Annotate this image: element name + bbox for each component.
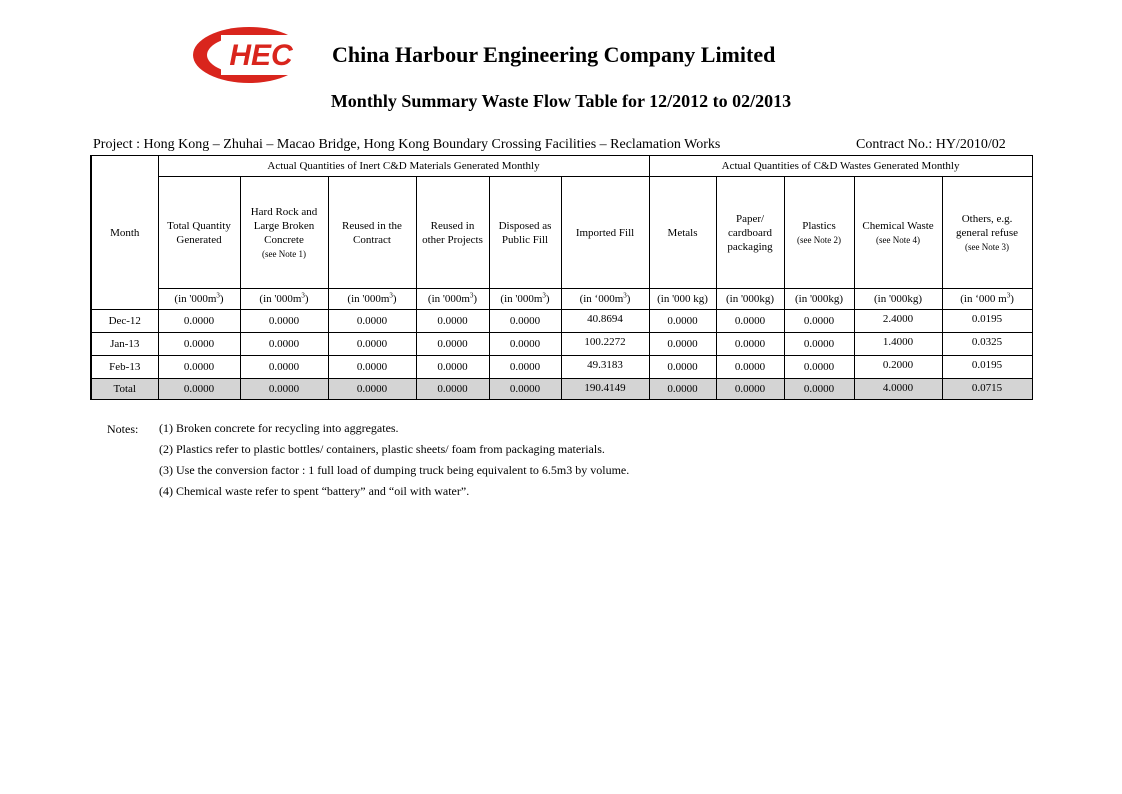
total-value-cell: 4.0000 <box>854 379 942 400</box>
value-cell: 0.0000 <box>158 333 240 356</box>
note-item: (1) Broken concrete for recycling into aggregates. <box>159 421 399 435</box>
report-title: Monthly Summary Waste Flow Table for 12/2012 to 02/2013 <box>330 91 792 111</box>
col-header-plastics: Plastics (see Note 2) <box>784 177 854 289</box>
value-cell: 0.0000 <box>784 310 854 333</box>
value-cell: 0.0000 <box>716 310 784 333</box>
month-cell: Jan-13 <box>91 333 158 356</box>
value-cell: 0.0000 <box>240 356 328 379</box>
value-cell: 0.0195 <box>942 356 1032 379</box>
value-cell: 0.0000 <box>328 356 416 379</box>
total-value-cell: 0.0000 <box>784 379 854 400</box>
value-cell: 0.0000 <box>328 310 416 333</box>
month-header: Month <box>91 156 158 310</box>
col-header-imported-fill: Imported Fill <box>561 177 649 289</box>
unit-cell: (in '000kg) <box>784 289 854 310</box>
unit-cell: (in '$000m^3$) <box>416 289 489 310</box>
col-header-disposed-public-fill: Disposed as Public Fill <box>489 177 561 289</box>
value-cell: 40.8694 <box>561 310 649 333</box>
total-value-cell: 0.0000 <box>649 379 716 400</box>
note-item: (2) Plastics refer to plastic bottles/ containers, plastic sheets/ foam from packaging materials. <box>159 442 605 456</box>
value-cell: 0.0000 <box>716 333 784 356</box>
unit-cell: (in '000kg) <box>854 289 942 310</box>
value-cell: 0.0000 <box>416 333 489 356</box>
table-row <box>91 356 1032 379</box>
col-header-total-quantity: Total Quantity Generated <box>158 177 240 289</box>
inert-group-header: Actual Quantities of Inert C&D Materials Generated Monthly <box>158 156 649 177</box>
col-header-reused-contract: Reused in the Contract <box>328 177 416 289</box>
col-header-others: Others, e.g. general refuse (see Note 3) <box>942 177 1032 289</box>
table-row <box>91 333 1032 356</box>
total-value-cell: 0.0715 <box>942 379 1032 400</box>
total-value-cell: 0.0000 <box>489 379 561 400</box>
value-cell: 0.0000 <box>416 310 489 333</box>
col-header-paper: Paper/ cardboard packaging <box>716 177 784 289</box>
value-cell: 0.0325 <box>942 333 1032 356</box>
logo-text: HEC <box>229 39 293 72</box>
value-cell: 49.3183 <box>561 356 649 379</box>
value-cell: 0.0000 <box>158 310 240 333</box>
col-header-hard-rock: Hard Rock and Large Broken Concrete (see Note 1) <box>240 177 328 289</box>
month-cell: Dec-12 <box>91 310 158 333</box>
note-item: (3) Use the conversion factor : 1 full load of dumping truck being equivalent to 6.5m3 by volume. <box>159 463 630 477</box>
value-cell: 1.4000 <box>854 333 942 356</box>
value-cell: 100.2272 <box>561 333 649 356</box>
company-name: China Harbour Engineering Company Limited <box>332 42 776 67</box>
value-cell: 2.4000 <box>854 310 942 333</box>
project-line: Project : Hong Kong – Zhuhai – Macao Bridge, Hong Kong Boundary Crossing Facilities – Reclamation Works <box>93 137 721 152</box>
value-cell: 0.0000 <box>489 356 561 379</box>
column-header-row <box>91 177 1032 289</box>
unit-cell: (in ‘$000m^3$) <box>561 289 649 310</box>
total-row <box>91 379 1032 400</box>
month-cell: Feb-13 <box>91 356 158 379</box>
value-cell: 0.0000 <box>158 356 240 379</box>
unit-cell: (in '000 kg) <box>649 289 716 310</box>
waste-flow-table <box>90 155 1033 400</box>
table-row <box>91 310 1032 333</box>
value-cell: 0.0000 <box>716 356 784 379</box>
unit-cell: (in '000kg) <box>716 289 784 310</box>
unit-cell: (in '$000m^3$) <box>240 289 328 310</box>
value-cell: 0.0000 <box>240 310 328 333</box>
note-item: (4) Chemical waste refer to spent “battery” and “oil with water”. <box>159 484 470 498</box>
unit-cell: (in '$000m^3$) <box>158 289 240 310</box>
total-label: Total <box>91 379 158 400</box>
units-row <box>91 289 1032 310</box>
notes-label: Notes: <box>107 422 139 436</box>
value-cell: 0.0000 <box>489 310 561 333</box>
value-cell: 0.2000 <box>854 356 942 379</box>
value-cell: 0.0000 <box>328 333 416 356</box>
value-cell: 0.0000 <box>649 333 716 356</box>
total-value-cell: 0.0000 <box>416 379 489 400</box>
col-header-reused-other: Reused in other Projects <box>416 177 489 289</box>
group-header-row <box>91 156 1032 177</box>
waste-group-header: Actual Quantities of C&D Wastes Generated Monthly <box>649 156 1032 177</box>
total-value-cell: 0.0000 <box>158 379 240 400</box>
value-cell: 0.0000 <box>416 356 489 379</box>
unit-cell: (in '$000m^3$) <box>328 289 416 310</box>
total-value-cell: 0.0000 <box>716 379 784 400</box>
total-value-cell: 0.0000 <box>328 379 416 400</box>
col-header-chemical-waste: Chemical Waste (see Note 4) <box>854 177 942 289</box>
value-cell: 0.0195 <box>942 310 1032 333</box>
total-value-cell: 0.0000 <box>240 379 328 400</box>
value-cell: 0.0000 <box>784 356 854 379</box>
unit-cell: (in '$000m^3$) <box>489 289 561 310</box>
contract-number: Contract No.: HY/2010/02 <box>856 137 1006 152</box>
value-cell: 0.0000 <box>489 333 561 356</box>
notes-list <box>159 421 629 505</box>
value-cell: 0.0000 <box>649 310 716 333</box>
col-header-metals: Metals <box>649 177 716 289</box>
value-cell: 0.0000 <box>240 333 328 356</box>
hec-logo <box>191 25 307 85</box>
total-value-cell: 190.4149 <box>561 379 649 400</box>
value-cell: 0.0000 <box>784 333 854 356</box>
value-cell: 0.0000 <box>649 356 716 379</box>
unit-cell: (in ‘000 $m^3$) <box>942 289 1032 310</box>
